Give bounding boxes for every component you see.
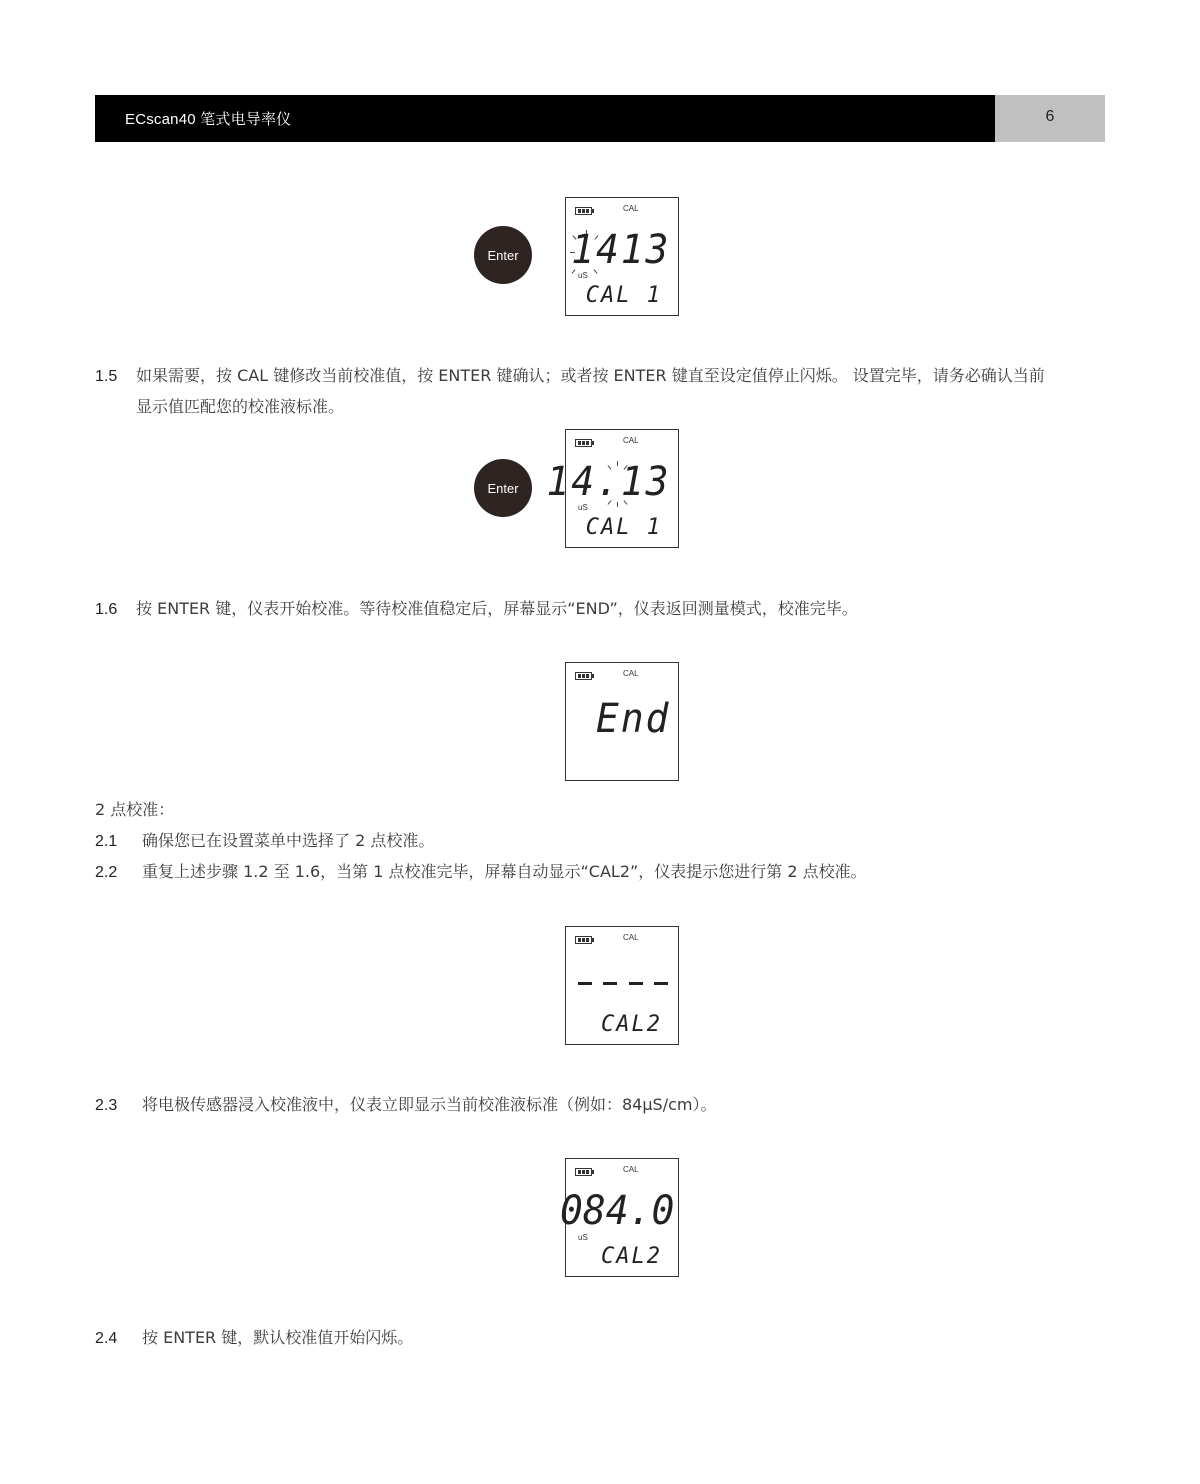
step-1-5-continued (136, 391, 344, 422)
lcd-display-cal1-decimal-flashing (546, 429, 679, 548)
step-text: 重复上述步骤 1.2 至 1.6，当第 1 点校准完毕，屏幕自动显示“CAL2”，仪表提示您进行第 2 点校准。 (142, 862, 867, 881)
battery-icon (575, 207, 592, 215)
lcd-mode-indicator: CAL (623, 436, 639, 445)
lcd-sub-value: CAL 1 (585, 515, 662, 540)
page-number-box (995, 95, 1105, 142)
step-1-5 (95, 360, 1045, 392)
battery-icon (575, 439, 592, 447)
lcd-display-end (565, 662, 679, 781)
lcd-sub-value: CAL2 (601, 1012, 662, 1037)
step-number: 1.6 (95, 601, 118, 618)
document-title: ECscan40 笔式电导率仪 (125, 111, 292, 128)
step-2-3 (95, 1089, 716, 1121)
step-2-1 (95, 825, 434, 857)
battery-icon (575, 672, 592, 680)
step-number: 1.5 (95, 368, 118, 385)
step-1-6 (95, 593, 858, 625)
lcd-dashes (578, 982, 668, 985)
step-text: 如果需要，按 CAL 键修改当前校准值，按 ENTER 键确认；或者按 ENTER 键直至设定值停止闪烁。 设置完毕，请务必确认当前 (136, 366, 1045, 385)
lcd-main-value: 14.13 (546, 459, 670, 505)
page-number: 6 (1045, 108, 1055, 125)
step-number: 2.4 (95, 1330, 118, 1347)
enter-button-illustration: Enter (474, 459, 532, 517)
lcd-unit: uS (578, 1233, 588, 1242)
lcd-mode-indicator: CAL (623, 933, 639, 942)
step-text: 将电极传感器浸入校准液中，仪表立即显示当前校准液标准（例如：84μS/cm）。 (142, 1095, 717, 1114)
lcd-display-cal2-value (559, 1158, 679, 1277)
step-number: 2.1 (95, 833, 118, 850)
lcd-sub-value: CAL 1 (585, 283, 662, 308)
lcd-unit: uS (578, 503, 588, 512)
lcd-unit: uS (578, 271, 588, 280)
page-header (95, 95, 1105, 142)
lcd-mode-indicator: CAL (623, 669, 639, 678)
step-text: 确保您已在设置菜单中选择了 2 点校准。 (142, 831, 435, 850)
enter-button-illustration: Enter (474, 226, 532, 284)
step-text: 显示值匹配您的校准液标准。 (136, 397, 345, 416)
lcd-main-value: 084.0 (559, 1188, 674, 1234)
lcd-main-value: End (595, 696, 670, 742)
lcd-mode-indicator: CAL (623, 1165, 639, 1174)
lcd-main-value: 1413 (570, 227, 670, 273)
step-2-2 (95, 856, 867, 888)
two-point-calibration-heading: 2 点校准： (95, 800, 175, 819)
step-number: 2.3 (95, 1097, 118, 1114)
step-text: 按 ENTER 键，默认校准值开始闪烁。 (142, 1328, 414, 1347)
lcd-sub-value: CAL2 (601, 1244, 662, 1269)
header-title-bar (95, 95, 995, 142)
step-text: 按 ENTER 键，仪表开始校准。等待校准值稳定后，屏幕显示“END”，仪表返回测量模式，校准完毕。 (136, 599, 858, 618)
step-2-4 (95, 1322, 413, 1354)
lcd-display-cal2-waiting (565, 926, 679, 1045)
step-number: 2.2 (95, 864, 118, 881)
lcd-display-cal1-flashing (565, 197, 679, 316)
battery-icon (575, 1168, 592, 1176)
lcd-mode-indicator: CAL (623, 204, 639, 213)
battery-icon (575, 936, 592, 944)
